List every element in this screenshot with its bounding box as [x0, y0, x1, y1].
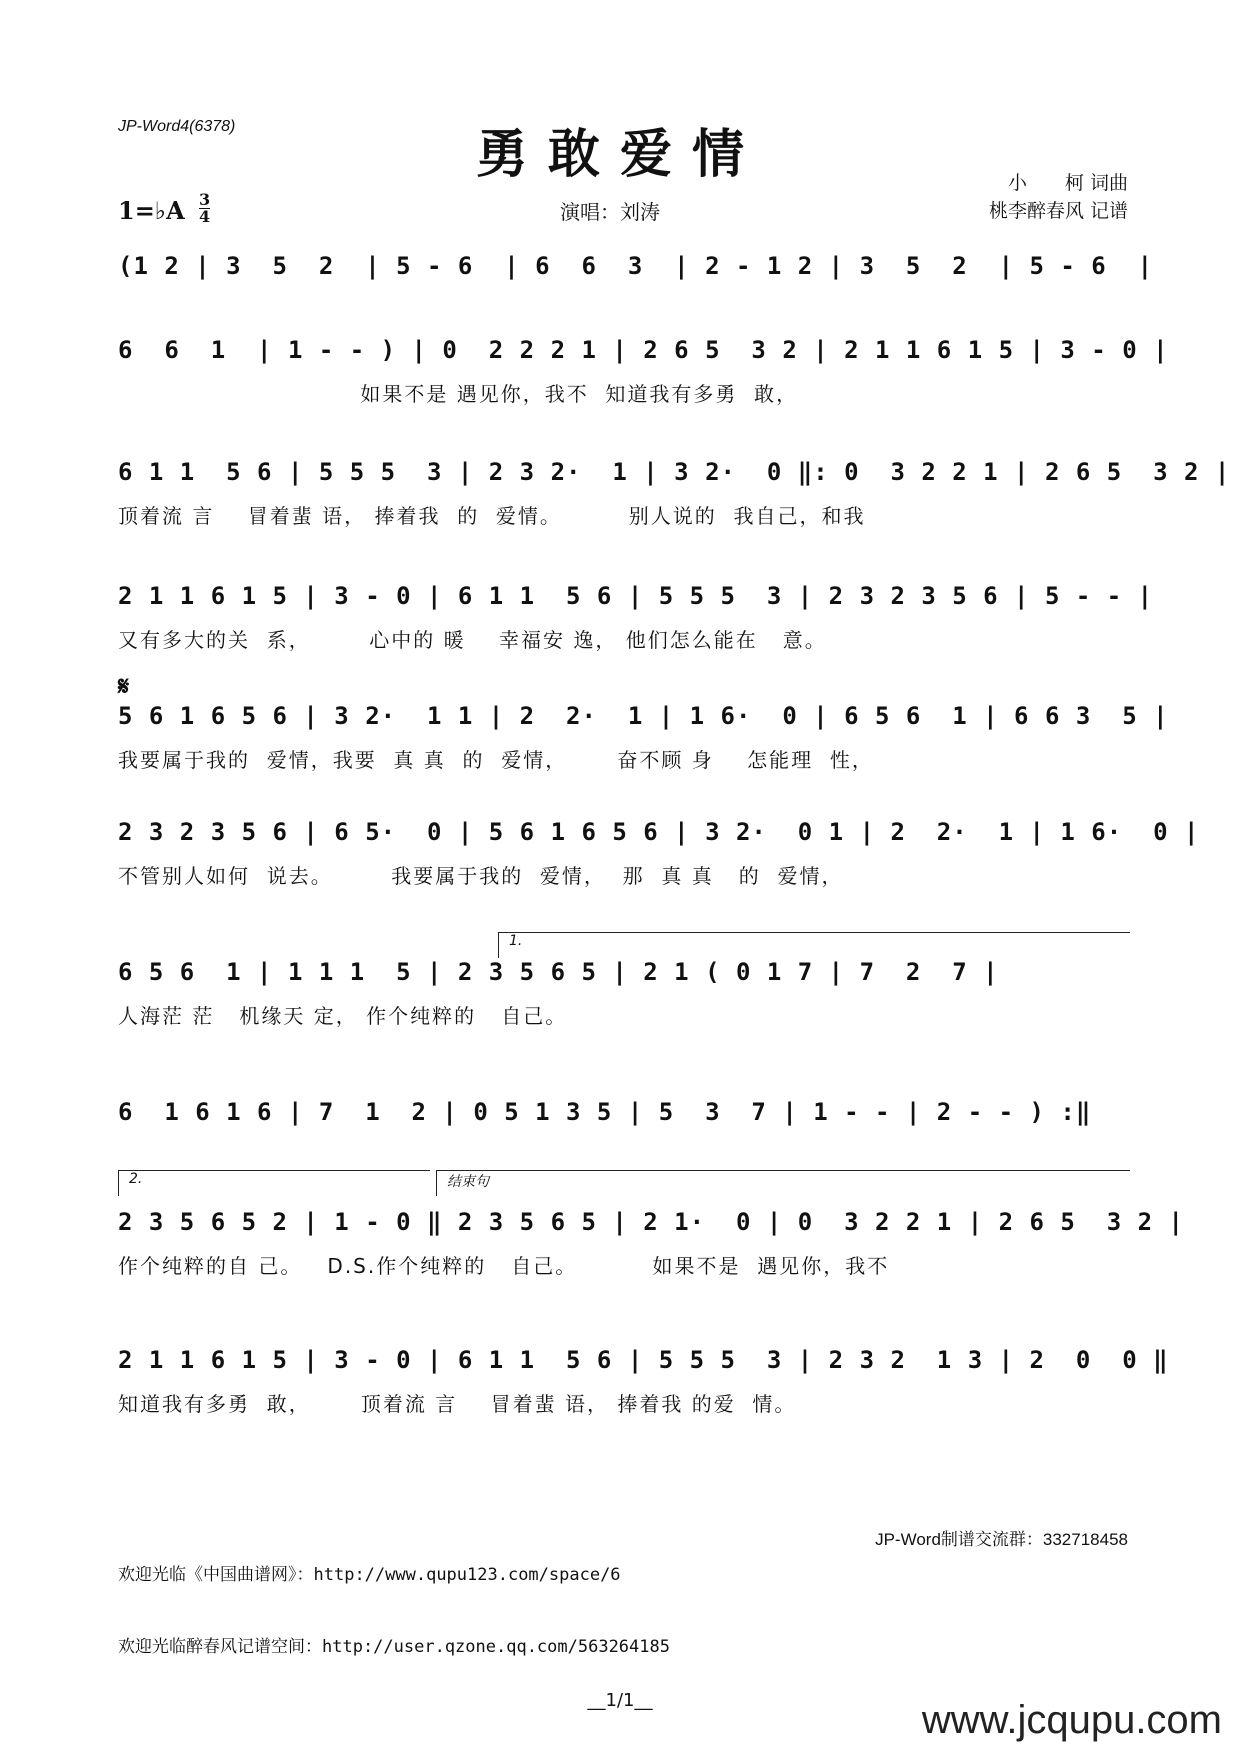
- notes-line: 2 1 1 6 1 5 | 3 - 0 | 6 1 1 5 6 | 5 5 5 3 | 2 3 2 3 5 6 | 5 - - |: [118, 582, 1154, 610]
- lyrics-line: 如果不是 遇见你，我不 知道我有多勇 敢，: [118, 382, 799, 406]
- notes-line: 5 6 1 6 5 6 | 3 2· 1 1 | 2 2· 1 | 1 6· 0 | 6 5 6 1 | 6 6 3 5 |: [118, 702, 1169, 730]
- lyrics-line: 顶着流 言 冒着蜚 语， 捧着我 的 爱情。 别人说的 我自己，和我: [118, 504, 866, 528]
- notes-line: 2 3 2 3 5 6 | 6 5· 0 | 5 6 1 6 5 6 | 3 2· 0 1 | 2 2· 1 | 1 6· 0 |: [118, 818, 1200, 846]
- second-ending-label: 2.: [129, 1171, 143, 1187]
- score-line-2: [118, 336, 1169, 420]
- score-line-8: [118, 1098, 1128, 1182]
- score-line-6: [118, 818, 1200, 902]
- footer-line-1: 欢迎光临《中国曲谱网》：http://www.qupu123.com/space/6: [118, 1565, 621, 1585]
- time-bottom: 4: [199, 207, 211, 226]
- lyrics-line: 作个纯粹的自 己。 D.S.作个纯粹的 自己。 如果不是 遇见你，我不: [118, 1254, 890, 1278]
- lyrics-line: 不管别人如何 说去。 我要属于我的 爱情， 那 真 真 的 爱情，: [118, 864, 844, 888]
- score-line-10: [118, 1346, 1169, 1430]
- notes-line: 2 1 1 6 1 5 | 3 - 0 | 6 1 1 5 6 | 5 5 5 3 | 2 3 2 1 3 | 2 0 0 ‖: [118, 1346, 1169, 1374]
- notes-line: 6 1 6 1 6 | 7 1 2 | 0 5 1 3 5 | 5 3 7 | 1 - - | 2 - - ) :‖: [118, 1098, 1092, 1126]
- score-line-9: [118, 1208, 1184, 1292]
- score-line-4: [118, 582, 1154, 666]
- score-line-1: [118, 252, 1154, 336]
- first-ending-label: 1.: [509, 933, 523, 949]
- key-signature: 1=♭A: [118, 196, 185, 225]
- notes-line: (1 2 | 3 5 2 | 5 - 6 | 6 6 3 | 2 - 1 2 | 3 5 2 | 5 - 6 |: [118, 252, 1154, 280]
- page-number: __1/1__: [587, 1690, 653, 1711]
- notes-line: 6 6 1 | 1 - - ) | 0 2 2 2 1 | 2 6 5 3 2 | 2 1 1 6 1 5 | 3 - 0 |: [118, 336, 1169, 364]
- footer-links: [118, 1515, 670, 1683]
- lyrics-line: 知道我有多勇 敢， 顶着流 言 冒着蜚 语， 捧着我 的爱 情。: [118, 1392, 797, 1416]
- notes-line: 6 5 6 1 | 1 1 1 5 | 2 3 5 6 5 | 2 1 ( 0 1 7 | 7 2 7 |: [118, 958, 999, 986]
- transcriber-credit: 桃李醉春风 记谱: [988, 200, 1128, 222]
- notes-line: 2 3 5 6 5 2 | 1 - 0 ‖ 2 3 5 6 5 | 2 1· 0 | 0 3 2 2 1 | 2 6 5 3 2 |: [118, 1208, 1184, 1236]
- software-label: JP-Word4(6378): [118, 118, 236, 135]
- singer-credit: 演唱：刘涛: [560, 200, 660, 224]
- lyricist-credit: 小 柯 词曲: [1007, 172, 1128, 194]
- song-title: 勇敢爱情: [475, 124, 764, 185]
- score-line-5: [118, 702, 1169, 786]
- footer-line-2: 欢迎光临醉春风记谱空间：http://user.qzone.qq.com/563264185: [118, 1637, 670, 1657]
- segno-sign: 𝄋: [118, 672, 130, 702]
- first-ending-bracket: [498, 932, 1130, 958]
- group-number: JP-Word制谱交流群：332718458: [875, 1530, 1128, 1549]
- score-line-7: [118, 958, 1128, 1042]
- lyrics-line: 又有多大的关 系， 心中的 暖 幸福安 逸， 他们怎么能在 意。: [118, 628, 827, 652]
- time-top: 3: [199, 190, 211, 209]
- lyrics-line: 我要属于我的 爱情，我要 真 真 的 爱情， 奋不顾 身 怎能理 性，: [118, 748, 874, 772]
- lyrics-line: 人海茫 茫 机缘天 定， 作个纯粹的 自己。: [118, 1004, 568, 1028]
- notes-line: 6 1 1 5 6 | 5 5 5 3 | 2 3 2· 1 | 3 2· 0 ‖: 0 3 2 2 1 | 2 6 5 3 2 |: [118, 458, 1231, 486]
- score-line-3: [118, 458, 1231, 542]
- time-signature: [199, 192, 210, 225]
- site-watermark: www.jcqupu.com: [921, 1698, 1222, 1742]
- coda-label: 结束句: [447, 1174, 489, 1190]
